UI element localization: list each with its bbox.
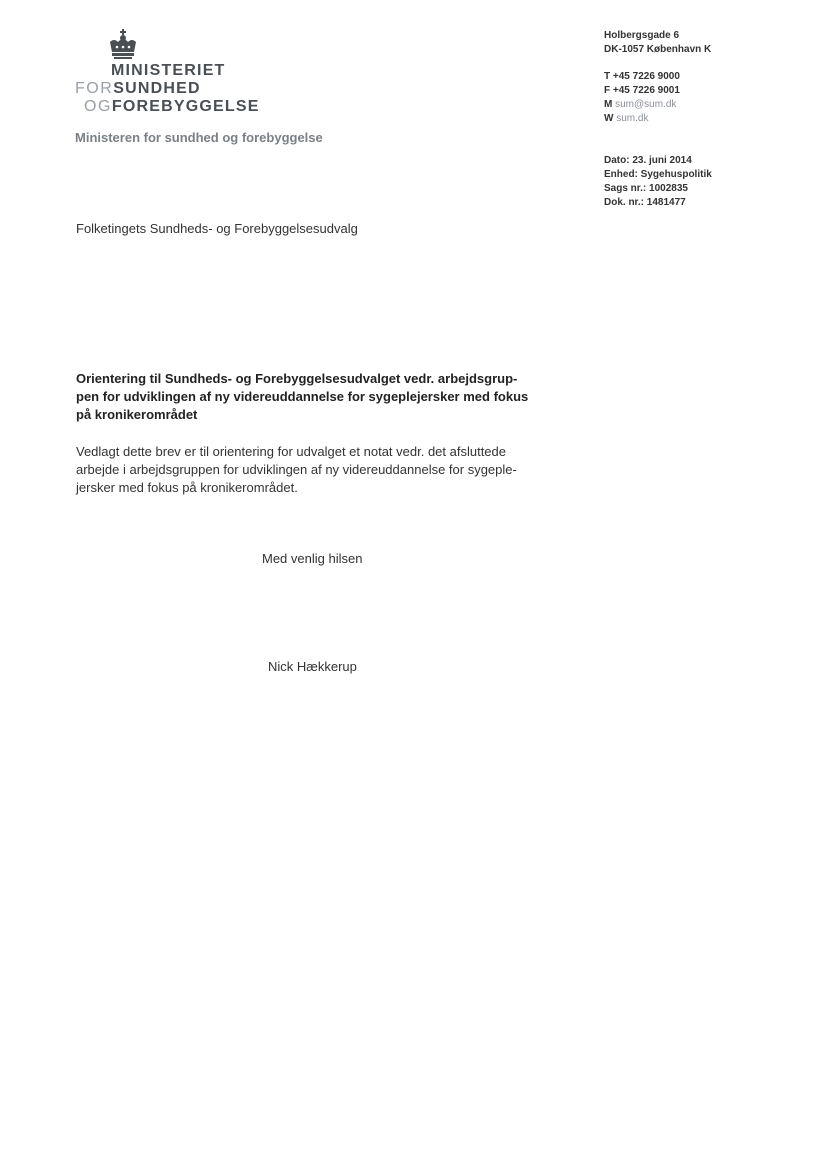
logo-line-3-dark: FOREBYGGELSE [111,98,260,115]
heading-line: på kronikerområdet [76,407,198,422]
signer-name: Nick Hækkerup [268,659,357,674]
mail-prefix: M [604,99,613,110]
document-number: Dok. nr.: 1481477 [604,197,686,208]
letter-body [76,443,556,497]
date-text: Dato: 23. juni 2014 [604,155,692,166]
mail-link[interactable]: sum@sum.dk [615,99,677,110]
case-number: Sags nr.: 1002835 [604,183,688,194]
logo-line-3-light: OG [84,98,112,115]
minister-subtitle: Ministeren for sundhed og forebyggelse [75,130,323,145]
logo-line-1: MINISTERIET [111,62,226,79]
logo-line-2-light: FOR [75,80,114,97]
recipient: Folketingets Sundheds- og Forebyggelsesudvalg [76,221,358,236]
logo-line-2-dark: SUNDHED [113,80,201,97]
web-prefix: W [604,113,614,124]
address-block [604,29,711,57]
ministry-logo [75,62,260,116]
heading-line: Orientering til Sundheds- og Forebyggelsesudvalget vedr. arbejdsgrup- [76,371,518,386]
unit-text: Enhed: Sygehuspolitik [604,169,712,180]
fax-text: F +45 7226 9001 [604,85,680,96]
body-line: jersker med fokus på kronikerområdet. [76,480,298,495]
document-meta [604,154,712,210]
address-line-1: Holbergsgade 6 [604,30,680,41]
body-line: arbejde i arbejdsgruppen for udviklingen af ny videreuddannelse for sygeple- [76,462,517,477]
address-line-2: DK-1057 København K [604,44,712,55]
closing-salutation: Med venlig hilsen [262,551,363,566]
crown-icon [106,28,140,62]
web-link[interactable]: sum.dk [616,113,649,124]
letter-heading [76,370,566,424]
contact-block [604,70,680,126]
heading-line: pen for udviklingen af ny videreuddannelse for sygeplejersker med fokus [76,389,529,404]
phone-text: T +45 7226 9000 [604,71,680,82]
body-line: Vedlagt dette brev er til orientering for udvalget et notat vedr. det afsluttede [76,444,506,459]
